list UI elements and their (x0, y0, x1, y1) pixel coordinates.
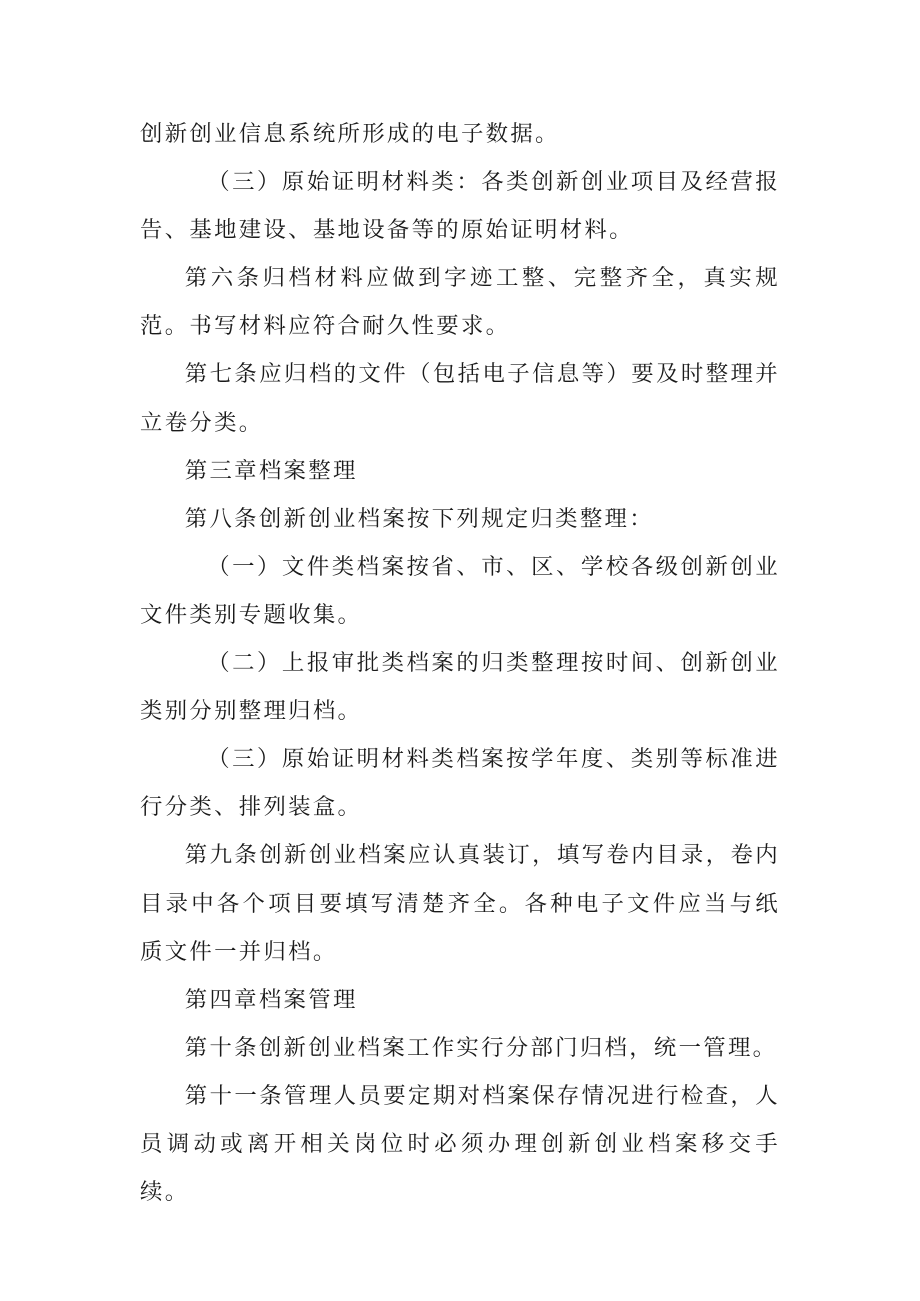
article-8-item-3: （三）原始证明材料类档案按学年度、类别等标准进行分类、排列装盒。 (140, 746, 780, 821)
article-8-item-2: （二）上报审批类档案的归类整理按时间、创新创业类别分别整理归档。 (140, 650, 780, 725)
paragraph-item-3-materials: （三）原始证明材料类：各类创新创业项目及经营报告、基地建设、基地设备等的原始证明材料。 (140, 169, 780, 244)
article-6: 第六条归档材料应做到字迹工整、完整齐全，真实规范。书写材料应符合耐久性要求。 (140, 265, 780, 340)
article-8: 第八条创新创业档案按下列规定归类整理： (184, 505, 654, 532)
article-10: 第十条创新创业档案工作实行分部门归档，统一管理。 (184, 1034, 778, 1061)
chapter-4-heading: 第四章档案管理 (184, 986, 358, 1013)
article-8-item-1: （一）文件类档案按省、市、区、学校各级创新创业文件类别专题收集。 (140, 553, 780, 628)
paragraph-continuation: 创新创业信息系统所形成的电子数据。 (140, 121, 560, 147)
article-9: 第九条创新创业档案应认真装订，填写卷内目录，卷内目录中各个项目要填写清楚齐全。各种电子文件应当与纸质文件一并归档。 (140, 842, 780, 965)
article-11: 第十一条管理人员要定期对档案保存情况进行检查，人员调动或离开相关岗位时必须办理创新创业档案移交手续。 (140, 1082, 780, 1206)
chapter-3-heading: 第三章档案整理 (184, 457, 358, 484)
article-7: 第七条应归档的文件（包括电子信息等）要及时整理并立卷分类。 (140, 361, 780, 436)
document-body (140, 110, 780, 1216)
